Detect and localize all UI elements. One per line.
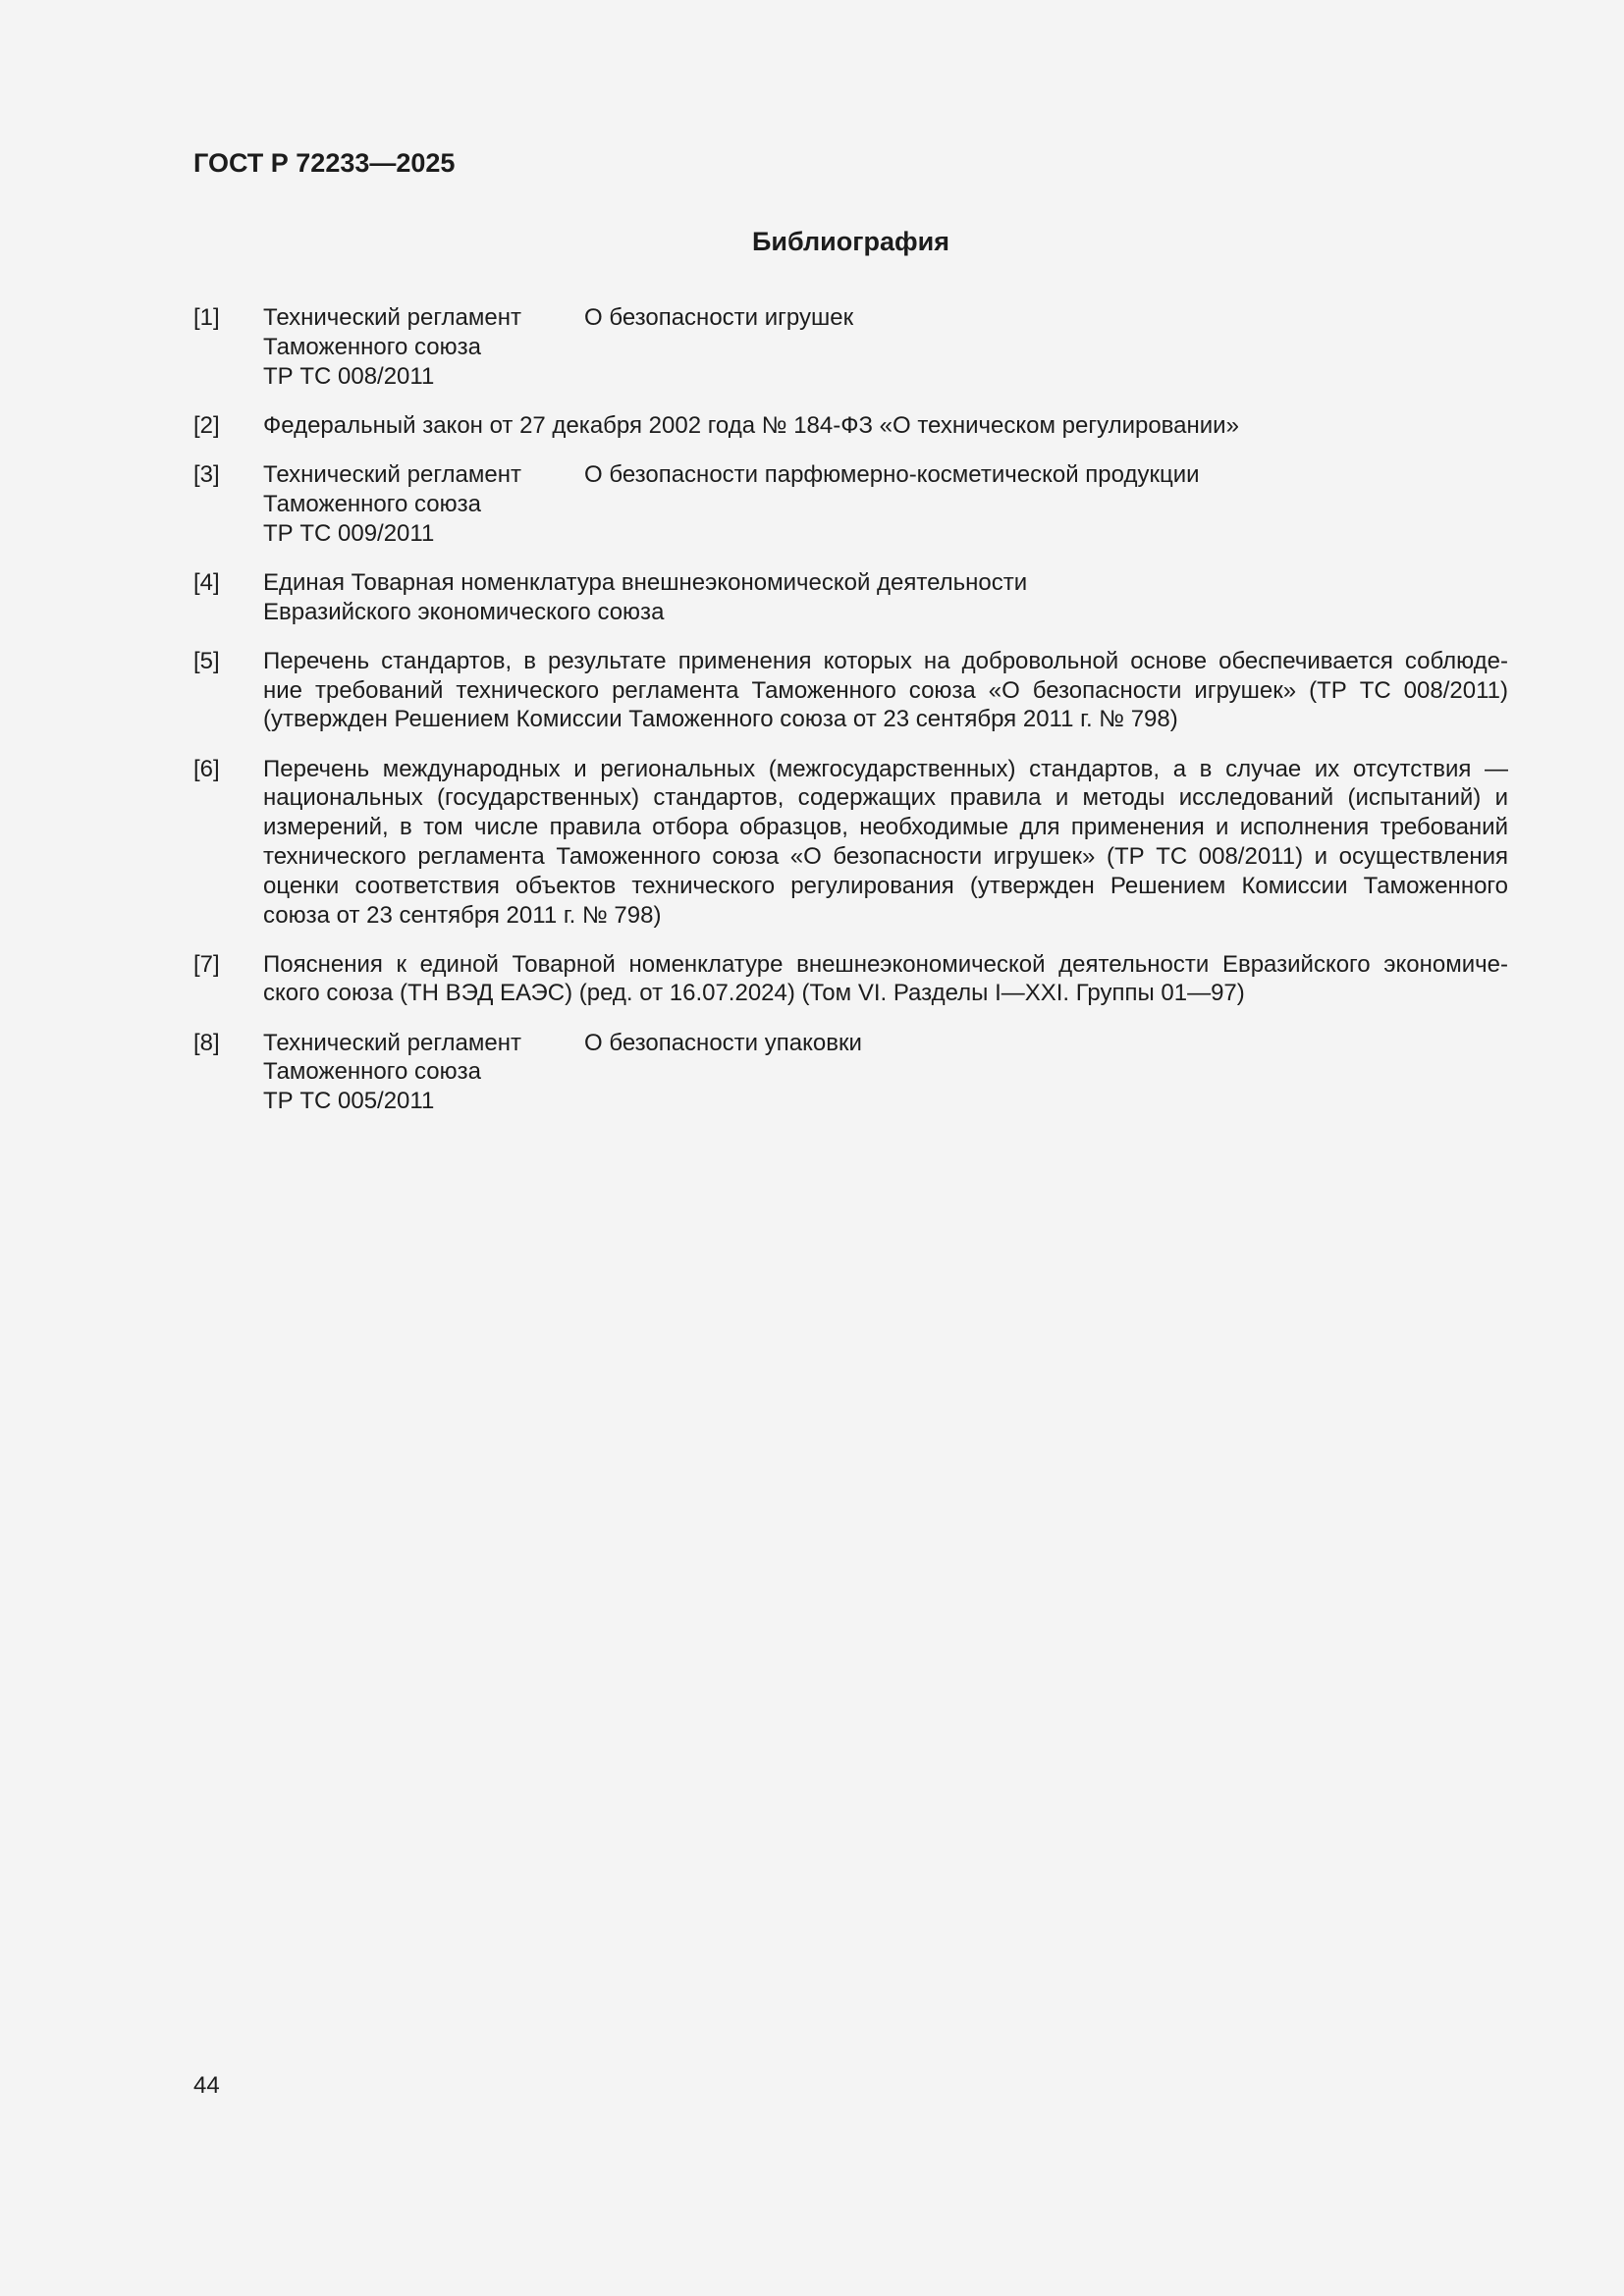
bibliography-entry-6 (193, 755, 1508, 931)
entry-line: Федеральный закон от 27 декабря 2002 года № 184-ФЗ «О техническом регулировании» (263, 411, 1239, 439)
entry-title: О безопасности игрушек (584, 304, 854, 331)
bibliography-entry-1 (193, 303, 1508, 391)
entry-line: союза от 23 сентября 2011 г. № 798) (263, 901, 662, 929)
entry-designation (263, 303, 1508, 391)
entry-line: измерений, в том числе правила отбора образцов, необходимые для применения и исполнения требований (263, 814, 1508, 841)
entry-line: Технический регламент (263, 304, 521, 331)
entry-title: О безопасности парфюмерно-косметической продукции (584, 460, 1200, 488)
entry-number: [1] (193, 304, 220, 331)
bibliography-entry-5 (193, 647, 1508, 734)
bibliography-entry-2 (193, 411, 1508, 441)
entry-line: ТР ТС 005/2011 (263, 1088, 435, 1115)
entry-text (263, 568, 1508, 627)
entry-line: ние требований технического регламента Таможенного союза «О безопасности игрушек» (ТР ТС 008/2011) (263, 676, 1508, 704)
entry-line: Пояснения к единой Товарной номенклатуре внешнеэкономической деятельности Евразийского экономиче- (263, 950, 1508, 978)
entry-line: Таможенного союза (263, 333, 481, 360)
entry-title: О безопасности упаковки (584, 1029, 862, 1056)
entry-line: Евразийского экономического союза (263, 598, 665, 625)
entry-number: [6] (193, 755, 220, 782)
entry-line: национальных (государственных) стандартов, содержащих правила и методы исследований (испытаний) и (263, 784, 1508, 812)
entry-text (263, 647, 1508, 734)
section-title: Библиография (752, 227, 949, 256)
page-number: 44 (193, 2072, 220, 2099)
entry-number: [8] (193, 1029, 220, 1056)
entry-line: технического регламента Таможенного союза «О безопасности игрушек» (ТР ТС 008/2011) и осуществления (263, 842, 1508, 870)
document-code: ГОСТ Р 72233—2025 (193, 148, 456, 178)
entry-text (263, 755, 1508, 931)
entry-text (263, 411, 1508, 441)
entry-number: [3] (193, 460, 220, 488)
bibliography-entry-8 (193, 1029, 1508, 1116)
entry-line: Таможенного союза (263, 1058, 481, 1086)
bibliography-entry-7 (193, 950, 1508, 1009)
bibliography-list (193, 303, 1508, 1136)
entry-line: Технический регламент (263, 1029, 521, 1056)
entry-line: Перечень стандартов, в результате применения которых на добровольной основе обеспечивается соблюде- (263, 647, 1508, 674)
entry-line: ТР ТС 009/2011 (263, 519, 435, 547)
bibliography-entry-4 (193, 568, 1508, 627)
entry-designation (263, 1029, 1508, 1116)
entry-line: (утвержден Решением Комиссии Таможенного союза от 23 сентября 2011 г. № 798) (263, 706, 1178, 733)
entry-number: [2] (193, 411, 220, 439)
entry-line: Технический регламент (263, 460, 521, 488)
entry-line: Перечень международных и региональных (межгосударственных) стандартов, а в случае их отсутствия — (263, 755, 1508, 782)
entry-line: оценки соответствия объектов технического регулирования (утвержден Решением Комиссии Таможенного (263, 872, 1508, 899)
entry-number: [7] (193, 950, 220, 978)
entry-line: Таможенного союза (263, 490, 481, 517)
entry-text (263, 950, 1508, 1009)
entry-number: [5] (193, 647, 220, 674)
entry-line: Единая Товарная номенклатура внешнеэкономической деятельности (263, 568, 1028, 596)
bibliography-entry-3 (193, 460, 1508, 548)
entry-number: [4] (193, 568, 220, 596)
entry-line: ТР ТС 008/2011 (263, 362, 435, 390)
entry-line: ского союза (ТН ВЭД ЕАЭС) (ред. от 16.07.2024) (Том VI. Разделы I—XXI. Группы 01—97) (263, 980, 1245, 1007)
